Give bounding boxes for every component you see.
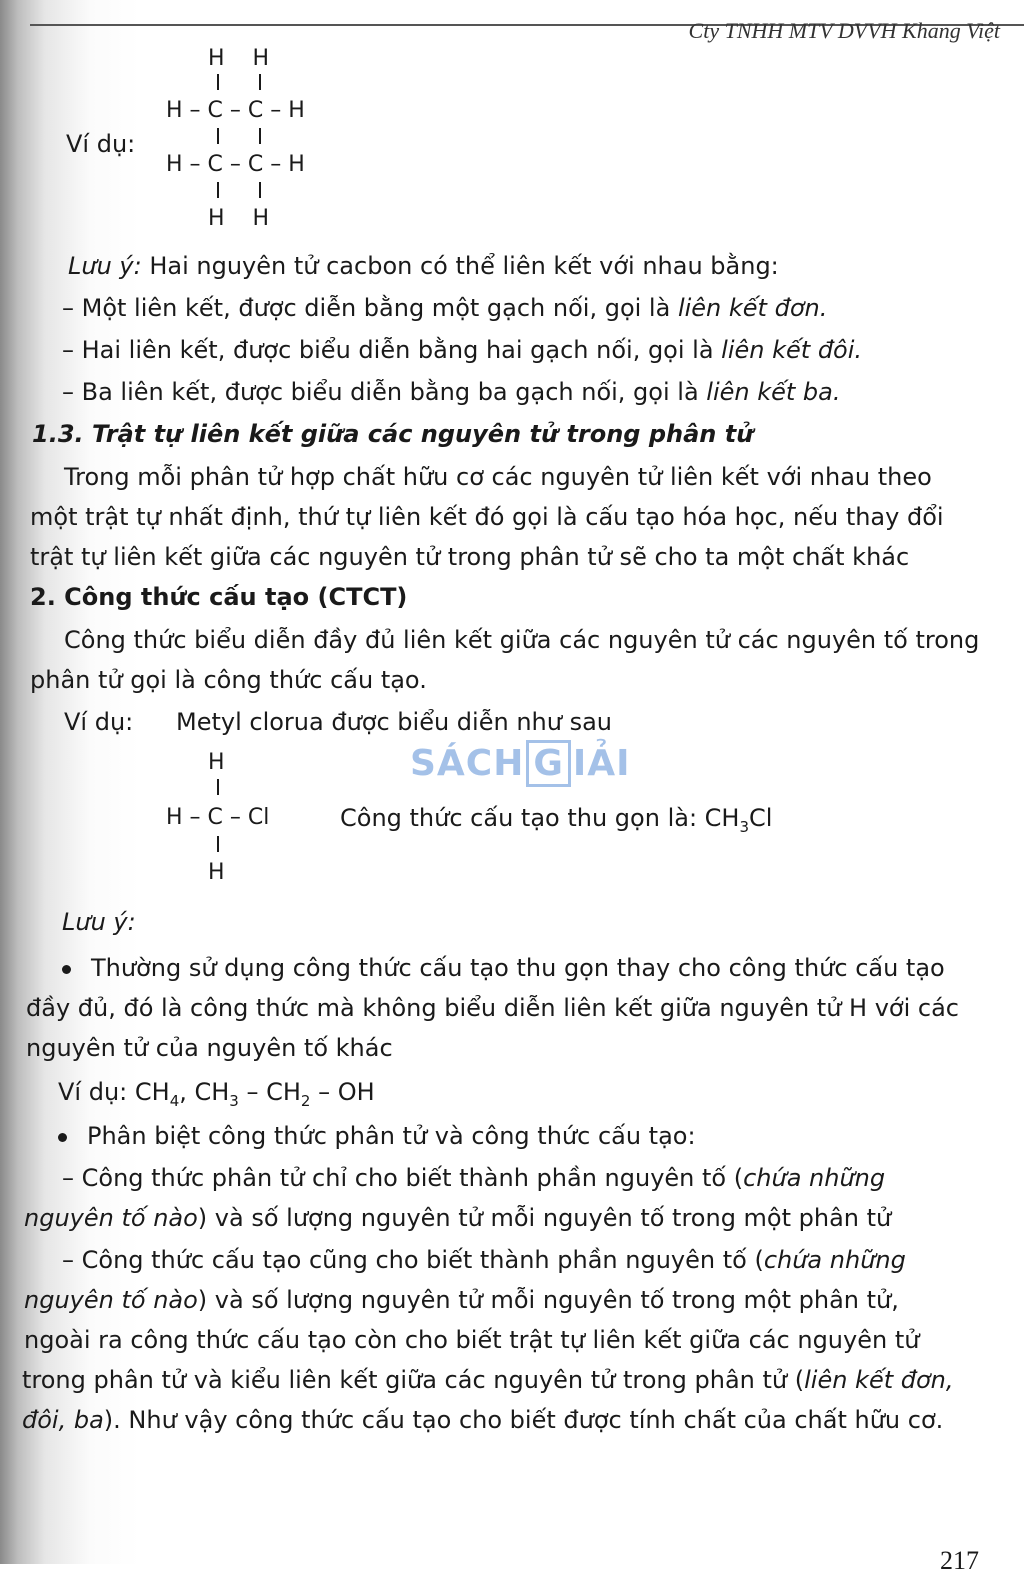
section-1-3-heading: 1.3. Trật tự liên kết giữa các nguyên tử trong phân tử bbox=[32, 420, 754, 448]
formula1-row-top: H H bbox=[208, 46, 270, 71]
dash2-line4: trong phân tử và kiểu liên kết giữa các nguyên tử trong phân tử (liên kết đơn, bbox=[22, 1366, 954, 1394]
formula1-row-3: H – C – C – H bbox=[166, 152, 305, 177]
formula2-row-bottom: H bbox=[208, 860, 225, 885]
note2-example: Ví dụ: $CH_4$, $CH_3 - CH_2$ – OH bbox=[58, 1078, 375, 1110]
header-rule bbox=[30, 18, 1024, 43]
structural-formula-methyl-chloride bbox=[166, 752, 306, 887]
publisher-header: Cty TNHH MTV DVVH Khang Việt bbox=[688, 18, 1000, 43]
dash2-line3: ngoài ra công thức cấu tạo còn cho biết trật tự liên kết giữa các nguyên tử bbox=[24, 1326, 920, 1354]
formula2-row-middle: H – C – Cl bbox=[166, 805, 270, 830]
note1-item-1: – Một liên kết, được diễn bằng một gạch nối, gọi là liên kết đơn. bbox=[62, 294, 828, 322]
example1-label: Ví dụ: bbox=[66, 130, 136, 158]
note2-bullet1-line3: nguyên tử của nguyên tố khác bbox=[26, 1034, 393, 1062]
dash1-line1: – Công thức phân tử chỉ cho biết thành phần nguyên tố (chứa những bbox=[62, 1164, 886, 1192]
formula1-row-2: H – C – C – H bbox=[166, 98, 305, 123]
section2-example-label: Ví dụ: bbox=[64, 708, 134, 736]
section13-line-1: Trong mỗi phân tử hợp chất hữu cơ các nguyên tử liên kết với nhau theo bbox=[64, 463, 932, 491]
section-2-heading: 2. Công thức cấu tạo (CTCT) bbox=[30, 583, 408, 611]
section2-line-2: phân tử gọi là công thức cấu tạo. bbox=[30, 666, 427, 694]
dash1-line2: nguyên tố nào) và số lượng nguyên tử mỗi nguyên tố trong một phân tử bbox=[24, 1204, 892, 1232]
page-number: 217 bbox=[940, 1546, 979, 1575]
note1-label: Lưu ý: bbox=[68, 252, 142, 280]
dash2-line1: – Công thức cấu tạo cũng cho biết thành phần nguyên tố (chứa những bbox=[62, 1246, 906, 1274]
note2-bullet2: Phân biệt công thức phân tử và công thức cấu tạo: bbox=[58, 1124, 696, 1148]
section13-line-2: một trật tự nhất định, thứ tự liên kết đó gọi là cấu tạo hóa học, nếu thay đổi bbox=[30, 503, 944, 531]
structural-formula-1 bbox=[166, 48, 346, 238]
condensed-label: Công thức cấu tạo thu gọn là: bbox=[340, 804, 705, 832]
note1-item-2: – Hai liên kết, được biểu diễn bằng hai gạch nối, gọi là liên kết đôi. bbox=[62, 336, 863, 364]
note2-label: Lưu ý: bbox=[62, 908, 136, 936]
dash2-line5: đôi, ba). Như vậy công thức cấu tạo cho biết được tính chất của chất hữu cơ. bbox=[22, 1406, 944, 1434]
dash2-line2: nguyên tố nào) và số lượng nguyên tử mỗi nguyên tố trong một phân tử, bbox=[24, 1286, 899, 1314]
bullet-icon bbox=[62, 965, 71, 974]
bullet-icon bbox=[58, 1133, 67, 1142]
note2-bullet1-line2: đầy đủ, đó là công thức mà không biểu diễn liên kết giữa nguyên tử H với các bbox=[26, 994, 959, 1022]
note1-text: Hai nguyên tử cacbon có thể liên kết với nhau bằng: bbox=[141, 252, 779, 280]
formula2-row-top: H bbox=[208, 750, 225, 775]
condensed-formula: $CH_3Cl$ bbox=[704, 804, 773, 836]
formula1-row-bottom: H H bbox=[208, 206, 270, 231]
note1-item-3: – Ba liên kết, được biểu diễn bằng ba gạch nối, gọi là liên kết ba. bbox=[62, 378, 841, 406]
note2-bullet1-line1: Thường sử dụng công thức cấu tạo thu gọn thay cho công thức cấu tạo bbox=[62, 956, 945, 980]
section2-example-text: Metyl clorua được biểu diễn như sau bbox=[176, 708, 612, 736]
sachgiai-watermark: SÁCH G IẢI bbox=[410, 740, 631, 787]
note1-line bbox=[68, 254, 779, 278]
condensed-formula-line bbox=[340, 806, 772, 835]
section13-line-3: trật tự liên kết giữa các nguyên tử trong phân tử sẽ cho ta một chất khác bbox=[30, 543, 910, 571]
section2-line-1: Công thức biểu diễn đầy đủ liên kết giữa các nguyên tử các nguyên tố trong bbox=[64, 626, 980, 654]
